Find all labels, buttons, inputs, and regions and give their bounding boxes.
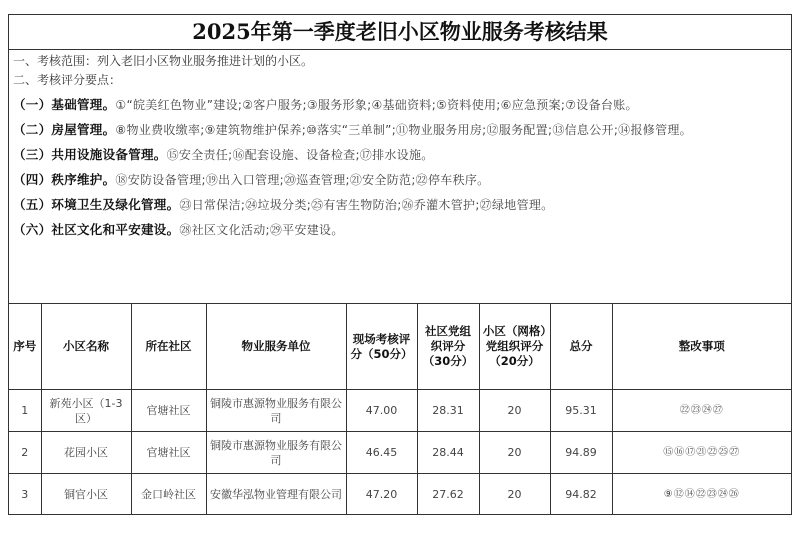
- page-title: 2025年第一季度老旧小区物业服务考核结果: [9, 15, 791, 50]
- cell-rectify: ㉒㉓㉔㉗: [612, 390, 791, 432]
- header-company: 物业服务单位: [206, 304, 346, 390]
- cell-name: 铜官小区: [41, 474, 131, 516]
- header-no: 序号: [9, 304, 41, 390]
- header-party-score: 社区党组织评分（30分）: [417, 304, 479, 390]
- cell-grid: 20: [479, 474, 550, 516]
- category-text: ㉓日常保洁;㉔垃圾分类;㉕有害生物防治;㉖乔灌木管护;㉗绿地管理。: [179, 198, 554, 212]
- category-title: （一）基础管理。: [13, 97, 116, 112]
- header-rectify: 整改事项: [612, 304, 791, 390]
- cell-total: 95.31: [550, 390, 612, 432]
- category-text: ①“皖美红色物业”建设;②客户服务;③服务形象;④基础资料;⑤资料使用;⑥应急预案;⑦设备台账。: [115, 98, 638, 112]
- cell-grid: 20: [479, 390, 550, 432]
- category-5: [13, 195, 787, 215]
- cell-company: 铜陵市惠源物业服务有限公司: [206, 432, 346, 474]
- header-community: 所在社区: [131, 304, 206, 390]
- category-text: ㉘社区文化活动;㉙平安建设。: [179, 223, 344, 237]
- results-table: [9, 304, 791, 515]
- scope-line: 一、考核范围：列入老旧小区物业服务推进计划的小区。: [13, 54, 314, 68]
- header-onsite-score: 现场考核评分（50分）: [346, 304, 417, 390]
- table-row: [9, 390, 791, 432]
- cell-community: 金口岭社区: [131, 474, 206, 516]
- category-text: ⑮安全责任;⑯配套设施、设备检查;⑰排水设施。: [166, 148, 434, 162]
- assessment-notes: [9, 50, 791, 304]
- cell-no: 1: [9, 390, 41, 432]
- points-heading: 二、考核评分要点：: [13, 73, 122, 87]
- category-text: ⑧物业费收缴率;⑨建筑物维护保养;⑩落实“三单制”;⑪物业服务用房;⑫服务配置;⑬信息公开;⑭报修管理。: [115, 123, 692, 137]
- assessment-sheet: [8, 14, 792, 515]
- table-row: [9, 432, 791, 474]
- cell-rectify: ⑮⑯⑰㉑㉒㉕㉗: [612, 432, 791, 474]
- category-2: [13, 120, 787, 140]
- category-title: （五）环境卫生及绿化管理。: [13, 197, 180, 212]
- cell-no: 2: [9, 432, 41, 474]
- cell-total: 94.89: [550, 432, 612, 474]
- cell-party: 28.31: [417, 390, 479, 432]
- cell-party: 27.62: [417, 474, 479, 516]
- category-4: [13, 170, 787, 190]
- cell-company: 安徽华泓物业管理有限公司: [206, 474, 346, 516]
- cell-community: 官塘社区: [131, 390, 206, 432]
- cell-company: 铜陵市惠源物业服务有限公司: [206, 390, 346, 432]
- category-title: （二）房屋管理。: [13, 122, 116, 137]
- cell-community: 官塘社区: [131, 432, 206, 474]
- cell-grid: 20: [479, 432, 550, 474]
- category-text: ⑱安防设备管理;⑲出入口管理;⑳巡查管理;㉑安全防范;㉒停车秩序。: [115, 173, 490, 187]
- cell-name: 新苑小区（1-3区）: [41, 390, 131, 432]
- header-grid-score: 小区（网格）党组织评分（20分）: [479, 304, 550, 390]
- category-6: [13, 220, 787, 240]
- table-row: [9, 474, 791, 516]
- cell-onsite: 47.00: [346, 390, 417, 432]
- category-title: （三）共用设施设备管理。: [13, 147, 167, 162]
- table-header-row: [9, 304, 791, 390]
- cell-rectify: ⑨⑫⑭㉒㉓㉔㉖: [612, 474, 791, 516]
- cell-onsite: 46.45: [346, 432, 417, 474]
- category-3: [13, 145, 787, 165]
- cell-no: 3: [9, 474, 41, 516]
- cell-onsite: 47.20: [346, 474, 417, 516]
- cell-name: 花园小区: [41, 432, 131, 474]
- category-title: （六）社区文化和平安建设。: [13, 222, 180, 237]
- category-1: [13, 95, 787, 115]
- cell-party: 28.44: [417, 432, 479, 474]
- category-title: （四）秩序维护。: [13, 172, 116, 187]
- header-name: 小区名称: [41, 304, 131, 390]
- header-total: 总分: [550, 304, 612, 390]
- cell-total: 94.82: [550, 474, 612, 516]
